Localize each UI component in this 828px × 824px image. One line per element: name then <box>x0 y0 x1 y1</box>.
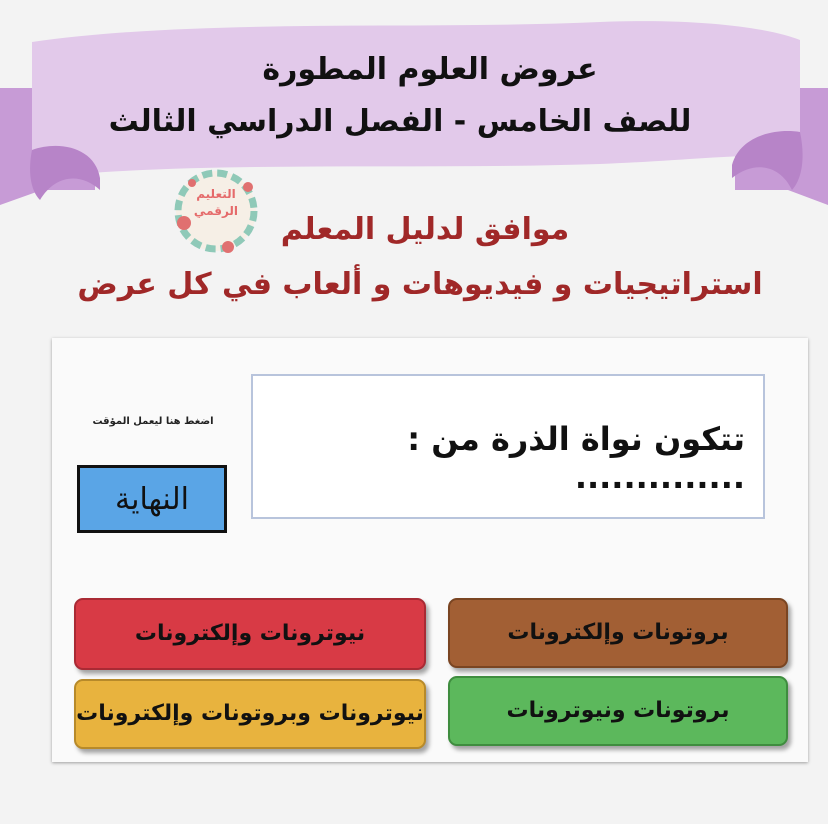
timer-hint[interactable]: اضغط هنا ليعمل المؤقت <box>92 416 214 427</box>
title-ribbon <box>0 0 828 225</box>
question-box <box>251 374 765 519</box>
subtitle-line1: موافق لدليل المعلم <box>280 212 570 247</box>
end-button[interactable]: النهاية <box>77 465 227 533</box>
banner-title-line2: للصف الخامس - الفصل الدراسي الثالث <box>108 104 692 139</box>
stamp-text <box>170 186 262 220</box>
answer-option-4[interactable]: بروتونات ونيوترونات <box>448 676 788 746</box>
answer-option-2[interactable]: بروتونات وإلكترونات <box>448 598 788 668</box>
stamp-line2: الرقمي <box>193 204 239 218</box>
question-text: تتكون نواة الذرة من : .............. <box>407 420 745 496</box>
answer-option-1[interactable]: نيوترونات وإلكترونات <box>74 598 426 670</box>
quiz-slide <box>52 338 808 762</box>
subtitle-line2: استراتيجيات و فيديوهات و ألعاب في كل عرض <box>77 267 763 302</box>
banner-title-line1: عروض العلوم المطورة <box>262 52 598 87</box>
answer-option-3[interactable]: نيوترونات وبروتونات وإلكترونات <box>74 679 426 749</box>
stamp-line1: التعليم <box>196 187 236 201</box>
